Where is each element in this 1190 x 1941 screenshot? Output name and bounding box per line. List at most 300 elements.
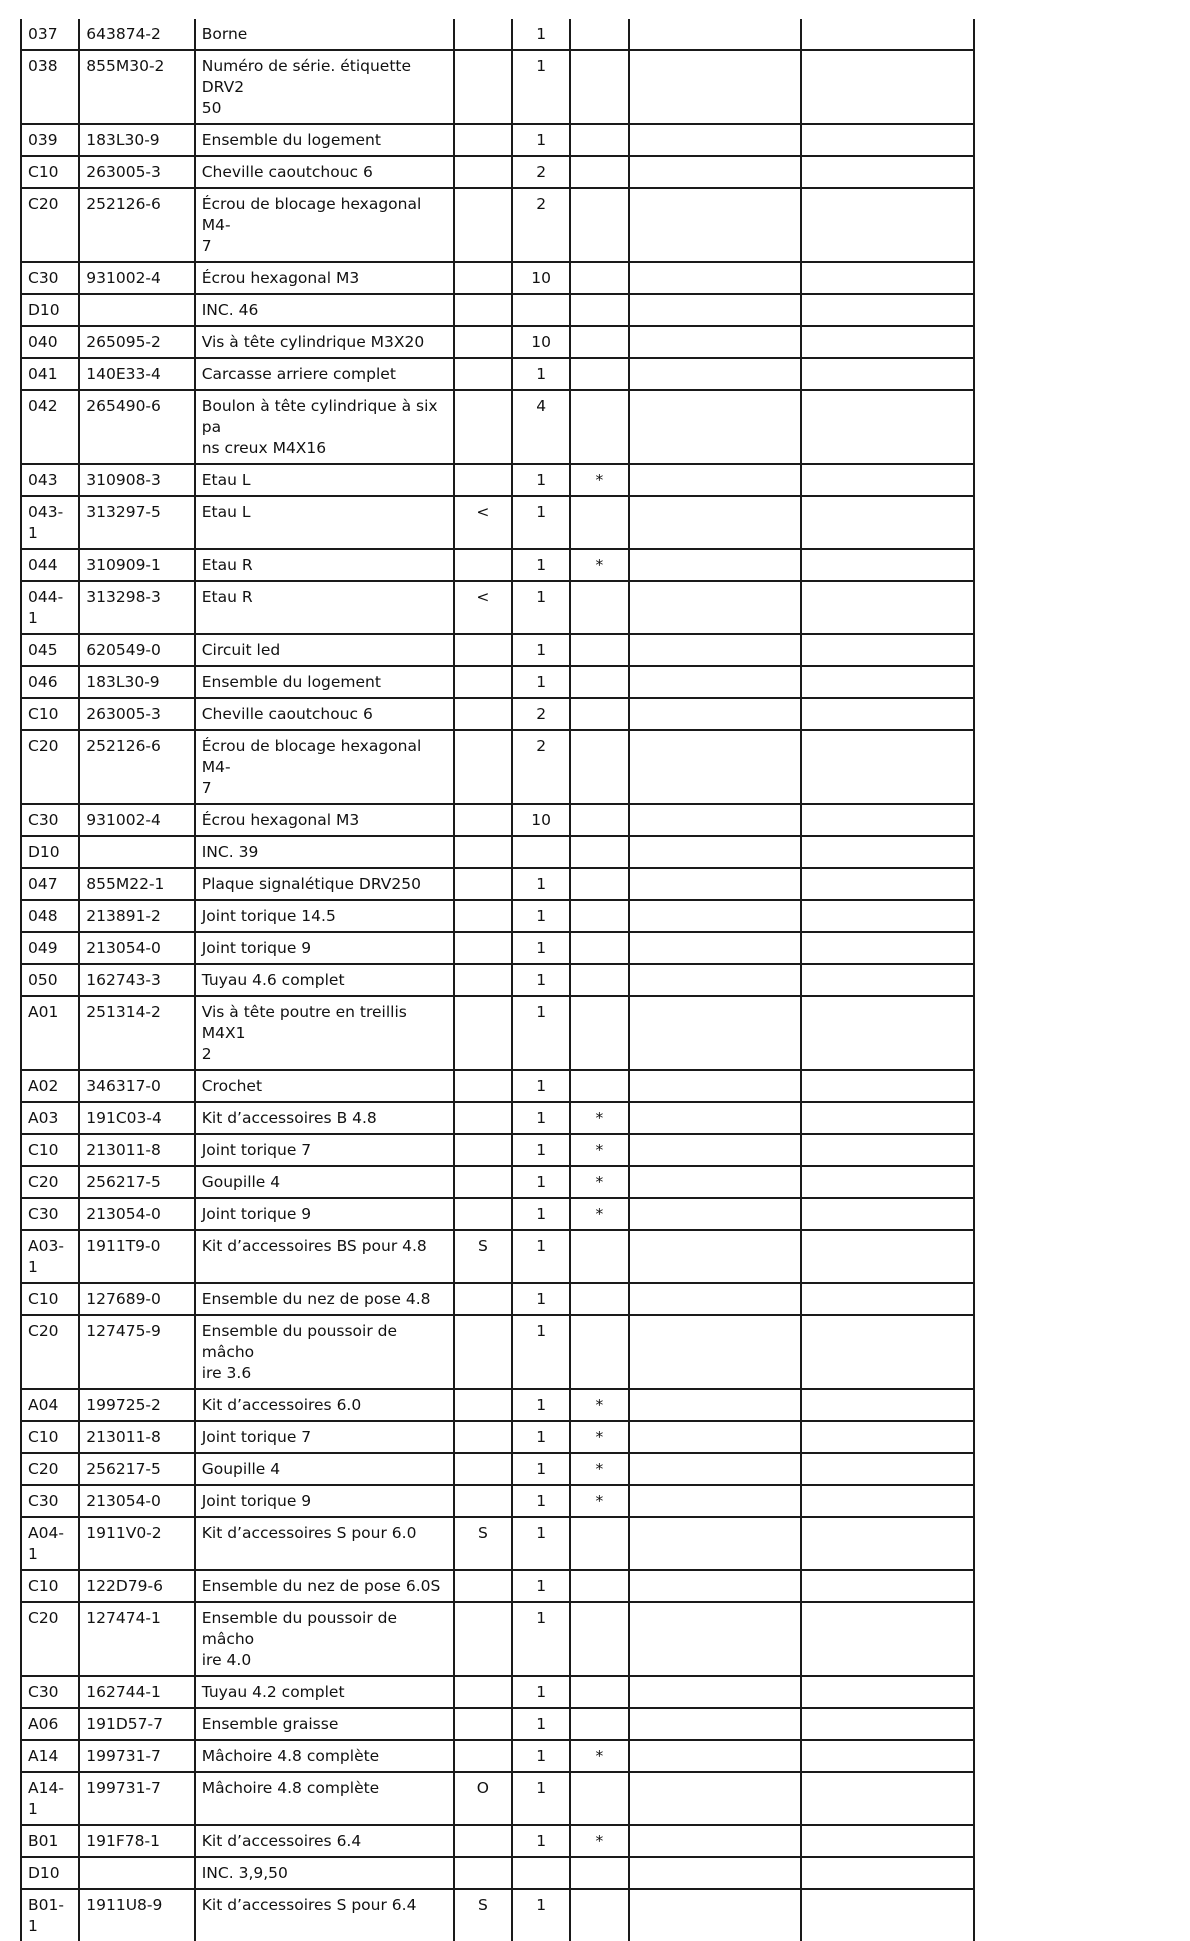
blank-cell — [801, 868, 974, 900]
blank-cell — [801, 1708, 974, 1740]
part-number-cell — [79, 836, 194, 868]
quantity-cell: 1 — [512, 1070, 570, 1102]
part-number-cell: 265095-2 — [79, 326, 194, 358]
table-row — [21, 1570, 974, 1602]
quantity-cell — [512, 836, 570, 868]
part-number-cell: 127475-9 — [79, 1315, 194, 1389]
table-row — [21, 156, 974, 188]
flag-cell — [454, 900, 512, 932]
description-cell: Crochet — [195, 1070, 454, 1102]
description-cell: Joint torique 9 — [195, 1485, 454, 1517]
item-number-cell: C20 — [21, 188, 79, 262]
description-cell: Écrou de blocage hexagonal M4- 7 — [195, 188, 454, 262]
blank-cell — [801, 1772, 974, 1825]
item-number-cell: B01 — [21, 1825, 79, 1857]
flag-cell — [454, 1198, 512, 1230]
blank-cell — [629, 390, 802, 464]
blank-cell — [801, 188, 974, 262]
blank-cell — [801, 549, 974, 581]
blank-cell — [629, 549, 802, 581]
star-mark-cell: * — [570, 1825, 628, 1857]
blank-cell — [629, 156, 802, 188]
description-cell: Kit d’accessoires S pour 6.4 — [195, 1889, 454, 1941]
item-number-cell: C30 — [21, 804, 79, 836]
quantity-cell: 1 — [512, 358, 570, 390]
quantity-cell: 1 — [512, 1421, 570, 1453]
blank-cell — [629, 1102, 802, 1134]
star-mark-cell — [570, 156, 628, 188]
description-cell: Ensemble graisse — [195, 1708, 454, 1740]
blank-cell — [629, 1570, 802, 1602]
star-mark-cell — [570, 634, 628, 666]
flag-cell — [454, 50, 512, 124]
star-mark-cell: * — [570, 1421, 628, 1453]
part-number-cell: 256217-5 — [79, 1166, 194, 1198]
quantity-cell: 1 — [512, 1283, 570, 1315]
star-mark-cell: * — [570, 464, 628, 496]
description-cell: INC. 39 — [195, 836, 454, 868]
part-number-cell: 213891-2 — [79, 900, 194, 932]
table-row — [21, 730, 974, 804]
flag-cell — [454, 1676, 512, 1708]
quantity-cell: 1 — [512, 1570, 570, 1602]
blank-cell — [801, 996, 974, 1070]
item-number-cell: A04 — [21, 1389, 79, 1421]
blank-cell — [801, 358, 974, 390]
description-cell: Ensemble du logement — [195, 666, 454, 698]
blank-cell — [801, 1857, 974, 1889]
parts-list-body — [21, 19, 974, 1941]
part-number-cell: 199731-7 — [79, 1740, 194, 1772]
blank-cell — [801, 1421, 974, 1453]
star-mark-cell — [570, 1315, 628, 1389]
blank-cell — [629, 698, 802, 730]
blank-cell — [801, 1230, 974, 1283]
blank-cell — [801, 964, 974, 996]
item-number-cell: 044-1 — [21, 581, 79, 634]
description-cell: Borne — [195, 19, 454, 50]
flag-cell — [454, 996, 512, 1070]
quantity-cell: 1 — [512, 1134, 570, 1166]
part-number-cell: 127689-0 — [79, 1283, 194, 1315]
part-number-cell: 213054-0 — [79, 1198, 194, 1230]
description-cell: Écrou hexagonal M3 — [195, 262, 454, 294]
quantity-cell: 1 — [512, 1102, 570, 1134]
quantity-cell: 4 — [512, 390, 570, 464]
table-row — [21, 1602, 974, 1676]
blank-cell — [801, 932, 974, 964]
part-number-cell: 162743-3 — [79, 964, 194, 996]
item-number-cell: C10 — [21, 156, 79, 188]
flag-cell — [454, 464, 512, 496]
quantity-cell: 1 — [512, 1517, 570, 1570]
description-cell: Circuit led — [195, 634, 454, 666]
blank-cell — [801, 1389, 974, 1421]
part-number-cell: 140E33-4 — [79, 358, 194, 390]
star-mark-cell: * — [570, 1198, 628, 1230]
quantity-cell: 1 — [512, 964, 570, 996]
flag-cell — [454, 698, 512, 730]
flag-cell — [454, 836, 512, 868]
flag-cell — [454, 390, 512, 464]
item-number-cell: D10 — [21, 836, 79, 868]
flag-cell — [454, 19, 512, 50]
description-cell: Ensemble du nez de pose 4.8 — [195, 1283, 454, 1315]
star-mark-cell — [570, 666, 628, 698]
description-cell: Vis à tête cylindrique M3X20 — [195, 326, 454, 358]
blank-cell — [801, 464, 974, 496]
star-mark-cell — [570, 964, 628, 996]
part-number-cell: 620549-0 — [79, 634, 194, 666]
quantity-cell: 10 — [512, 262, 570, 294]
description-cell: Tuyau 4.2 complet — [195, 1676, 454, 1708]
star-mark-cell — [570, 262, 628, 294]
item-number-cell: D10 — [21, 1857, 79, 1889]
flag-cell — [454, 358, 512, 390]
part-number-cell: 191C03-4 — [79, 1102, 194, 1134]
quantity-cell: 1 — [512, 1708, 570, 1740]
blank-cell — [629, 124, 802, 156]
table-row — [21, 19, 974, 50]
star-mark-cell — [570, 868, 628, 900]
part-number-cell — [79, 1857, 194, 1889]
table-row — [21, 549, 974, 581]
blank-cell — [629, 326, 802, 358]
blank-cell — [801, 1166, 974, 1198]
blank-cell — [801, 730, 974, 804]
quantity-cell: 1 — [512, 549, 570, 581]
blank-cell — [629, 496, 802, 549]
flag-cell: S — [454, 1517, 512, 1570]
blank-cell — [629, 1421, 802, 1453]
blank-cell — [629, 634, 802, 666]
part-number-cell: 1911T9-0 — [79, 1230, 194, 1283]
blank-cell — [629, 1517, 802, 1570]
table-row — [21, 1857, 974, 1889]
table-row — [21, 1772, 974, 1825]
flag-cell — [454, 1315, 512, 1389]
blank-cell — [801, 19, 974, 50]
table-row — [21, 1453, 974, 1485]
flag-cell: < — [454, 581, 512, 634]
item-number-cell: 044 — [21, 549, 79, 581]
blank-cell — [801, 1134, 974, 1166]
flag-cell — [454, 1453, 512, 1485]
quantity-cell: 10 — [512, 804, 570, 836]
item-number-cell: C10 — [21, 698, 79, 730]
description-cell: INC. 3,9,50 — [195, 1857, 454, 1889]
table-row — [21, 1198, 974, 1230]
item-number-cell: C20 — [21, 1453, 79, 1485]
flag-cell — [454, 156, 512, 188]
quantity-cell: 1 — [512, 1825, 570, 1857]
quantity-cell: 1 — [512, 1772, 570, 1825]
blank-cell — [801, 1070, 974, 1102]
blank-cell — [801, 1198, 974, 1230]
item-number-cell: C30 — [21, 1485, 79, 1517]
blank-cell — [801, 666, 974, 698]
blank-cell — [801, 124, 974, 156]
blank-cell — [801, 1740, 974, 1772]
flag-cell: O — [454, 1772, 512, 1825]
table-row — [21, 1517, 974, 1570]
star-mark-cell — [570, 294, 628, 326]
description-cell: Joint torique 9 — [195, 932, 454, 964]
star-mark-cell — [570, 1889, 628, 1941]
flag-cell — [454, 1166, 512, 1198]
flag-cell — [454, 1602, 512, 1676]
part-number-cell: 213054-0 — [79, 932, 194, 964]
quantity-cell: 1 — [512, 1485, 570, 1517]
item-number-cell: 043-1 — [21, 496, 79, 549]
blank-cell — [629, 464, 802, 496]
table-row — [21, 1485, 974, 1517]
item-number-cell: A03-1 — [21, 1230, 79, 1283]
blank-cell — [629, 1389, 802, 1421]
description-cell: Goupille 4 — [195, 1453, 454, 1485]
quantity-cell: 1 — [512, 19, 570, 50]
blank-cell — [629, 1825, 802, 1857]
blank-cell — [629, 730, 802, 804]
star-mark-cell — [570, 496, 628, 549]
quantity-cell: 1 — [512, 1389, 570, 1421]
quantity-cell: 1 — [512, 1315, 570, 1389]
part-number-cell: 213011-8 — [79, 1421, 194, 1453]
part-number-cell: 931002-4 — [79, 804, 194, 836]
item-number-cell: A14 — [21, 1740, 79, 1772]
table-row — [21, 1315, 974, 1389]
star-mark-cell: * — [570, 1485, 628, 1517]
description-cell: INC. 46 — [195, 294, 454, 326]
star-mark-cell — [570, 19, 628, 50]
item-number-cell: C10 — [21, 1570, 79, 1602]
star-mark-cell — [570, 124, 628, 156]
item-number-cell: A01 — [21, 996, 79, 1070]
blank-cell — [629, 50, 802, 124]
table-row — [21, 964, 974, 996]
table-row — [21, 464, 974, 496]
quantity-cell: 1 — [512, 634, 570, 666]
part-number-cell: 1911V0-2 — [79, 1517, 194, 1570]
part-number-cell: 643874-2 — [79, 19, 194, 50]
description-cell: Écrou hexagonal M3 — [195, 804, 454, 836]
part-number-cell: 122D79-6 — [79, 1570, 194, 1602]
blank-cell — [801, 581, 974, 634]
blank-cell — [629, 1857, 802, 1889]
item-number-cell: 038 — [21, 50, 79, 124]
flag-cell: S — [454, 1230, 512, 1283]
item-number-cell: A14-1 — [21, 1772, 79, 1825]
table-row — [21, 326, 974, 358]
star-mark-cell — [570, 932, 628, 964]
item-number-cell: 047 — [21, 868, 79, 900]
quantity-cell: 2 — [512, 188, 570, 262]
flag-cell — [454, 1389, 512, 1421]
flag-cell — [454, 666, 512, 698]
blank-cell — [629, 1772, 802, 1825]
flag-cell — [454, 804, 512, 836]
part-number-cell: 199725-2 — [79, 1389, 194, 1421]
table-row — [21, 294, 974, 326]
item-number-cell: C20 — [21, 1602, 79, 1676]
blank-cell — [629, 996, 802, 1070]
table-row — [21, 1134, 974, 1166]
table-row — [21, 1421, 974, 1453]
table-row — [21, 698, 974, 730]
table-row — [21, 996, 974, 1070]
quantity-cell: 1 — [512, 581, 570, 634]
flag-cell — [454, 124, 512, 156]
blank-cell — [801, 1453, 974, 1485]
item-number-cell: 046 — [21, 666, 79, 698]
part-number-cell: 346317-0 — [79, 1070, 194, 1102]
star-mark-cell — [570, 188, 628, 262]
part-number-cell: 183L30-9 — [79, 666, 194, 698]
blank-cell — [629, 1166, 802, 1198]
part-number-cell: 191F78-1 — [79, 1825, 194, 1857]
table-row — [21, 581, 974, 634]
star-mark-cell — [570, 1857, 628, 1889]
item-number-cell: D10 — [21, 294, 79, 326]
item-number-cell: 048 — [21, 900, 79, 932]
description-cell: Ensemble du poussoir de mâcho ire 3.6 — [195, 1315, 454, 1389]
blank-cell — [629, 294, 802, 326]
flag-cell — [454, 868, 512, 900]
description-cell: Etau L — [195, 464, 454, 496]
quantity-cell: 1 — [512, 1676, 570, 1708]
table-row — [21, 868, 974, 900]
blank-cell — [629, 900, 802, 932]
blank-cell — [629, 1230, 802, 1283]
quantity-cell: 1 — [512, 1453, 570, 1485]
star-mark-cell — [570, 390, 628, 464]
quantity-cell: 2 — [512, 698, 570, 730]
flag-cell — [454, 1070, 512, 1102]
table-row — [21, 390, 974, 464]
table-row — [21, 124, 974, 156]
star-mark-cell — [570, 996, 628, 1070]
part-number-cell: 252126-6 — [79, 730, 194, 804]
table-row — [21, 1740, 974, 1772]
star-mark-cell — [570, 1772, 628, 1825]
part-number-cell: 191D57-7 — [79, 1708, 194, 1740]
description-cell: Joint torique 7 — [195, 1421, 454, 1453]
description-cell: Ensemble du nez de pose 6.0S — [195, 1570, 454, 1602]
description-cell: Cheville caoutchouc 6 — [195, 156, 454, 188]
part-number-cell: 855M30-2 — [79, 50, 194, 124]
part-number-cell: 265490-6 — [79, 390, 194, 464]
blank-cell — [801, 50, 974, 124]
quantity-cell — [512, 1857, 570, 1889]
item-number-cell: C10 — [21, 1421, 79, 1453]
blank-cell — [629, 1315, 802, 1389]
blank-cell — [801, 836, 974, 868]
star-mark-cell — [570, 358, 628, 390]
table-row — [21, 1676, 974, 1708]
flag-cell — [454, 634, 512, 666]
star-mark-cell: * — [570, 1166, 628, 1198]
description-cell: Joint torique 7 — [195, 1134, 454, 1166]
flag-cell: S — [454, 1889, 512, 1941]
quantity-cell: 1 — [512, 124, 570, 156]
blank-cell — [629, 1453, 802, 1485]
description-cell: Joint torique 14.5 — [195, 900, 454, 932]
item-number-cell: A06 — [21, 1708, 79, 1740]
blank-cell — [801, 634, 974, 666]
part-number-cell: 263005-3 — [79, 156, 194, 188]
part-number-cell: 263005-3 — [79, 698, 194, 730]
item-number-cell: C10 — [21, 1283, 79, 1315]
flag-cell — [454, 1485, 512, 1517]
description-cell: Kit d’accessoires 6.0 — [195, 1389, 454, 1421]
star-mark-cell — [570, 698, 628, 730]
quantity-cell: 1 — [512, 900, 570, 932]
star-mark-cell: * — [570, 1389, 628, 1421]
table-row — [21, 1283, 974, 1315]
blank-cell — [629, 1134, 802, 1166]
blank-cell — [801, 1602, 974, 1676]
blank-cell — [629, 1198, 802, 1230]
part-number-cell: 931002-4 — [79, 262, 194, 294]
table-row — [21, 1166, 974, 1198]
item-number-cell: A02 — [21, 1070, 79, 1102]
blank-cell — [801, 1485, 974, 1517]
blank-cell — [801, 1676, 974, 1708]
quantity-cell: 1 — [512, 1230, 570, 1283]
description-cell: Mâchoire 4.8 complète — [195, 1740, 454, 1772]
item-number-cell: C30 — [21, 262, 79, 294]
quantity-cell: 1 — [512, 1166, 570, 1198]
item-number-cell: C20 — [21, 730, 79, 804]
star-mark-cell — [570, 1570, 628, 1602]
flag-cell: < — [454, 496, 512, 549]
part-number-cell: 199731-7 — [79, 1772, 194, 1825]
description-cell: Etau L — [195, 496, 454, 549]
blank-cell — [801, 1102, 974, 1134]
part-number-cell: 251314-2 — [79, 996, 194, 1070]
item-number-cell: 045 — [21, 634, 79, 666]
item-number-cell: C20 — [21, 1315, 79, 1389]
blank-cell — [629, 1485, 802, 1517]
quantity-cell: 1 — [512, 932, 570, 964]
quantity-cell: 1 — [512, 50, 570, 124]
part-number-cell — [79, 294, 194, 326]
part-number-cell: 252126-6 — [79, 188, 194, 262]
star-mark-cell — [570, 1283, 628, 1315]
table-row — [21, 358, 974, 390]
description-cell: Ensemble du poussoir de mâcho ire 4.0 — [195, 1602, 454, 1676]
quantity-cell: 1 — [512, 464, 570, 496]
table-row — [21, 932, 974, 964]
flag-cell — [454, 1283, 512, 1315]
parts-list-table — [20, 19, 975, 1941]
table-row — [21, 804, 974, 836]
blank-cell — [629, 1740, 802, 1772]
blank-cell — [629, 581, 802, 634]
star-mark-cell — [570, 1230, 628, 1283]
item-number-cell: A03 — [21, 1102, 79, 1134]
part-number-cell: 127474-1 — [79, 1602, 194, 1676]
blank-cell — [629, 964, 802, 996]
blank-cell — [629, 1889, 802, 1941]
flag-cell — [454, 549, 512, 581]
table-row — [21, 1389, 974, 1421]
part-number-cell: 256217-5 — [79, 1453, 194, 1485]
item-number-cell: C10 — [21, 1134, 79, 1166]
star-mark-cell — [570, 804, 628, 836]
quantity-cell: 1 — [512, 1740, 570, 1772]
blank-cell — [801, 1570, 974, 1602]
